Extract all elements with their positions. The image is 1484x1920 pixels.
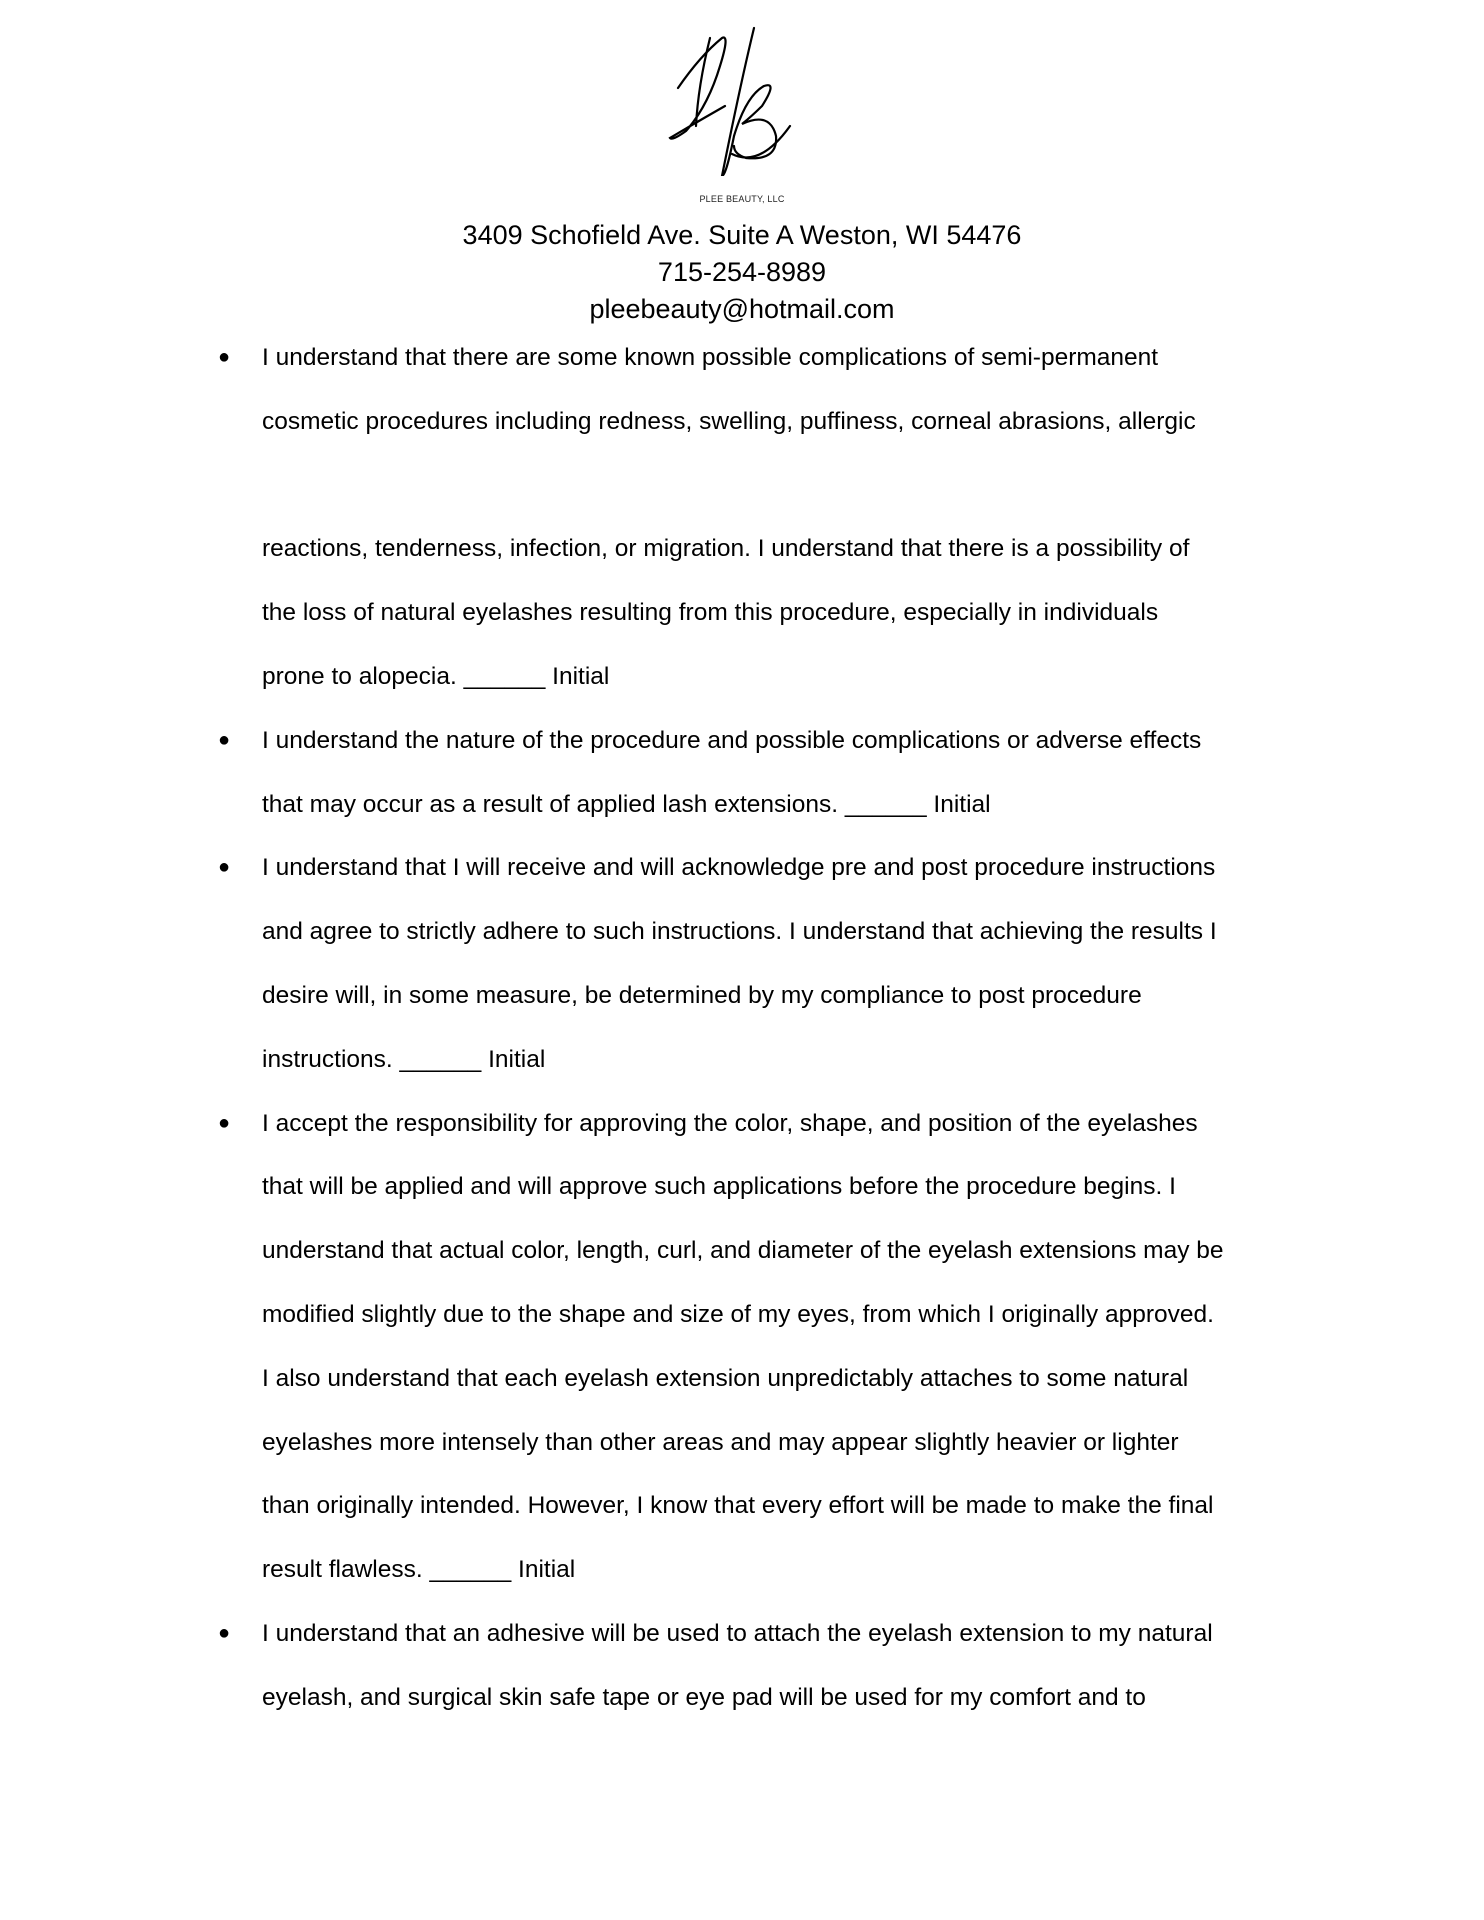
consent-item	[218, 1092, 1342, 1602]
line-text: instructions. ______ Initial	[262, 1045, 546, 1073]
line-text: eyelashes more intensely than other areas and may appear slightly heavier or lighter	[262, 1428, 1179, 1456]
line-text: modified slightly due to the shape and size of my eyes, from which I originally approved.	[262, 1300, 1214, 1328]
consent-line	[218, 836, 1342, 900]
consent-line	[262, 1347, 1342, 1411]
line-text: and agree to strictly adhere to such instructions. I understand that achieving the results I	[262, 918, 1217, 946]
company-name: PLEE BEAUTY, LLC	[699, 194, 785, 204]
consent-line	[262, 1283, 1342, 1347]
line-text: understand that actual color, length, curl, and diameter of the eyelash extensions may be	[262, 1237, 1224, 1265]
phone: 715-254-8989	[657, 257, 827, 287]
line-text: I understand the nature of the procedure and possible complications or adverse effects	[262, 726, 1202, 754]
consent-line	[262, 1666, 1342, 1730]
line-text: prone to alopecia. ______ Initial	[262, 662, 610, 690]
consent-line	[262, 1028, 1342, 1092]
blank-line	[262, 454, 1342, 518]
line-text: that may occur as a result of applied lash extensions. ______ Initial	[262, 790, 991, 818]
line-text: than originally intended. However, I know that every effort will be made to make the final	[262, 1492, 1214, 1520]
line-text: eyelash, and surgical skin safe tape or eye pad will be used for my comfort and to	[262, 1683, 1146, 1711]
plee-beauty-logo	[660, 26, 830, 176]
consent-item	[218, 1602, 1342, 1730]
consent-line	[262, 517, 1342, 581]
line-text: that will be applied and will approve such applications before the procedure begins. I	[262, 1173, 1176, 1201]
consent-line	[262, 1411, 1342, 1475]
address: 3409 Schofield Ave. Suite A Weston, WI 54476	[462, 220, 1022, 250]
consent-line	[262, 1219, 1342, 1283]
consent-list	[218, 326, 1342, 1730]
line-text: desire will, in some measure, be determined by my compliance to post procedure	[262, 981, 1142, 1009]
consent-item	[218, 709, 1342, 837]
consent-item	[218, 326, 1342, 709]
consent-line	[262, 1155, 1342, 1219]
consent-line	[262, 581, 1342, 645]
line-text: result flawless. ______ Initial	[262, 1556, 576, 1584]
bullet-icon: ●	[218, 346, 231, 368]
consent-line	[262, 645, 1342, 709]
consent-line	[262, 1538, 1342, 1602]
line-text: I understand that there are some known possible complications of semi-permanent	[262, 344, 1159, 371]
line-text: reactions, tenderness, infection, or migration. I understand that there is a possibility of	[262, 535, 1190, 563]
consent-line	[262, 964, 1342, 1028]
consent-item	[218, 836, 1342, 1091]
line-text: I also understand that each eyelash extension unpredictably attaches to some natural	[262, 1364, 1189, 1392]
consent-line	[262, 1474, 1342, 1538]
consent-line	[262, 773, 1342, 837]
line-text: I understand that I will receive and will acknowledge pre and post procedure instructions	[262, 854, 1216, 882]
bullet-icon: ●	[218, 1621, 231, 1644]
bullet-icon: ●	[218, 728, 231, 751]
consent-line	[218, 1602, 1342, 1666]
line-text: the loss of natural eyelashes resulting from this procedure, especially in individuals	[262, 599, 1159, 627]
line-text: cosmetic procedures including redness, swelling, puffiness, corneal abrasions, allergic	[262, 407, 1196, 435]
bullet-icon: ●	[218, 856, 231, 879]
consent-line	[262, 390, 1342, 454]
line-text: I understand that an adhesive will be used to attach the eyelash extension to my natural	[262, 1619, 1213, 1647]
consent-line	[262, 900, 1342, 964]
line-text: I accept the responsibility for approving the color, shape, and position of the eyelashes	[262, 1109, 1198, 1137]
bullet-icon: ●	[218, 1111, 231, 1134]
consent-line	[218, 1092, 1342, 1156]
consent-line	[218, 709, 1342, 773]
consent-line	[218, 326, 1342, 390]
email: pleebeauty@hotmail.com	[589, 294, 895, 324]
